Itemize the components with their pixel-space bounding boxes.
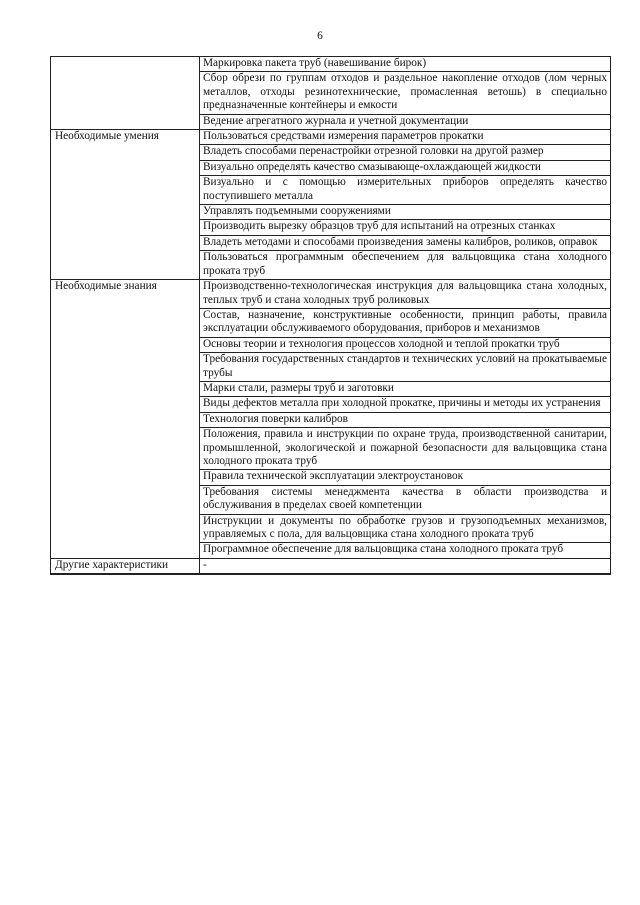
table-cell-item: - <box>200 558 611 574</box>
table-cell-item: Управлять подъемными сооружениями <box>200 205 611 220</box>
table-cell-item: Производственно-технологическая инструкция для вальцовщика стана холодных, теплых труб и стана холодных труб роликовых <box>200 280 611 309</box>
table-cell-item: Правила технической эксплуатации электроустановок <box>200 470 611 485</box>
table-cell-item: Требования системы менеджмента качества в области производства и обслуживания в пределах своей компетенции <box>200 485 611 514</box>
table-cell-item: Владеть методами и способами произведения замены калибров, роликов, оправок <box>200 235 611 250</box>
table-cell-item: Сбор обрези по группам отходов и раздельное накопление отходов (лом черных металлов, отходы резинотехнические, промасленная ветошь) в специально предназначенные контейнеры и емкости <box>200 72 611 114</box>
characteristics-table <box>50 56 611 575</box>
table-cell-item: Состав, назначение, конструктивные особенности, принцип работы, правила эксплуатации обслуживаемого оборудования, приборов и механизмов <box>200 308 611 337</box>
table-cell-item: Требования государственных стандартов и технических условий на прокатываемые трубы <box>200 353 611 382</box>
table-cell-item: Визуально определять качество смазывающе-охлаждающей жидкости <box>200 160 611 175</box>
table-cell-item: Визуально и с помощью измерительных приборов определять качество поступившего металла <box>200 176 611 205</box>
table-cell-item: Маркировка пакета труб (навешивание бирок) <box>200 57 611 72</box>
table-cell-item: Владеть способами перенастройки отрезной головки на другой размер <box>200 145 611 160</box>
page-number: 6 <box>317 30 323 42</box>
characteristics-table-body <box>51 57 611 575</box>
table-cell-item: Пользоваться средствами измерения параметров прокатки <box>200 130 611 145</box>
table-row <box>51 280 611 309</box>
section-label-other: Другие характеристики <box>51 558 200 574</box>
table-cell-item: Основы теории и технология процессов холодной и теплой прокатки труб <box>200 337 611 352</box>
table-cell-item: Технология поверки калибров <box>200 412 611 427</box>
section-label-continued <box>51 57 200 130</box>
table-row <box>51 558 611 574</box>
table-cell-item: Марки стали, размеры труб и заготовки <box>200 381 611 396</box>
table-row <box>51 57 611 72</box>
table-cell-item: Положения, правила и инструкции по охране труда, производственной санитарии, промышленной, экологической и пожарной безопасности для вальцовщика стана холодного проката труб <box>200 428 611 470</box>
table-cell-item: Виды дефектов металла при холодной прокатке, причины и методы их устранения <box>200 397 611 412</box>
table-cell-item: Программное обеспечение для вальцовщика стана холодного проката труб <box>200 543 611 558</box>
table-cell-item: Пользоваться программным обеспечением для вальцовщика стана холодного проката труб <box>200 251 611 280</box>
table-row <box>51 130 611 145</box>
table-cell-item: Ведение агрегатного журнала и учетной документации <box>200 114 611 129</box>
section-label-knowledge: Необходимые знания <box>51 280 200 559</box>
table-cell-item: Инструкции и документы по обработке грузов и грузоподъемных механизмов, управляемых с пола, для вальцовщика стана холодного проката труб <box>200 514 611 543</box>
table-cell-item: Производить вырезку образцов труб для испытаний на отрезных станках <box>200 220 611 235</box>
section-label-skills: Необходимые умения <box>51 130 200 280</box>
